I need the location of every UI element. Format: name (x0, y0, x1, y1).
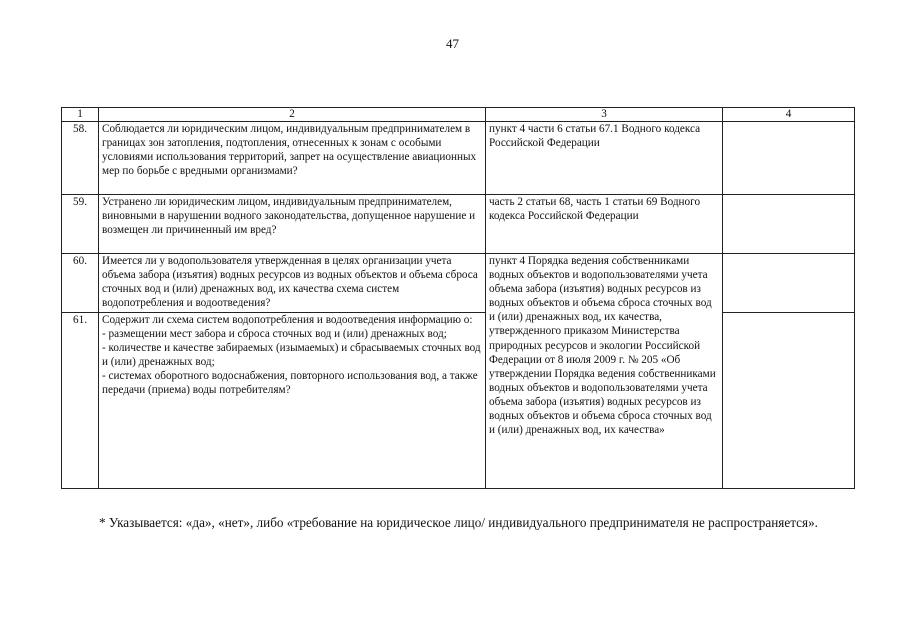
answer-cell[interactable] (723, 195, 855, 254)
row-number: 59. (62, 195, 99, 254)
footnote: * Указывается: «да», «нет», либо «требование на юридическое лицо/ индивидуального предпринимателя не распространяется». (99, 515, 818, 530)
question-cell: Имеется ли у водопользователя утвержденная в целях организации учета объема забора (изъятия) водных ресурсов из водных объектов и объема сброса сточных вод и (или) дренажных вод, их качества схема систем водопотребления и водоотведения? (99, 254, 486, 313)
question-line: Содержит ли схема систем водопотребления и водоотведения информацию о: (102, 314, 473, 326)
table-row (62, 122, 855, 195)
row-number: 61. (62, 313, 99, 489)
row-number: 60. (62, 254, 99, 313)
checklist-table (61, 107, 855, 489)
table-row (62, 313, 855, 489)
question-cell (99, 313, 486, 489)
answer-cell[interactable] (723, 122, 855, 195)
table-row (62, 254, 855, 313)
column-header: 3 (486, 108, 723, 122)
question-cell: Устранено ли юридическим лицом, индивидуальным предпринимателем, виновными в нарушении водного законодательства, допущенное нарушение и возмещен ли причиненный им вред? (99, 195, 486, 254)
reference-cell: часть 2 статьи 68, часть 1 статьи 69 Водного кодекса Российской Федерации (486, 195, 723, 254)
column-header: 4 (723, 108, 855, 122)
column-header: 2 (99, 108, 486, 122)
page-number: 47 (446, 36, 459, 51)
answer-cell[interactable] (723, 254, 855, 313)
row-number: 58. (62, 122, 99, 195)
column-header: 1 (62, 108, 99, 122)
reference-cell: пункт 4 Порядка ведения собственниками водных объектов и водопользователями учета объема забора (изъятия) водных ресурсов из водных объектов и объема сброса сточных вод и (или) дренажных вод, их качества, утвержденного приказом Министерства природных ресурсов и экологии Российской Федерации от 8 июля 2009 г. № 205 «Об утверждении Порядка ведения собственниками водных объектов и водопользователями учета объема забора (изъятия) водных ресурсов из водных объектов и объема сброса сточных вод и (или) дренажных вод, их качества» (486, 254, 723, 489)
answer-cell[interactable] (723, 313, 855, 489)
table-row (62, 195, 855, 254)
table-header-row (62, 108, 855, 122)
reference-cell: пункт 4 части 6 статьи 67.1 Водного кодекса Российской Федерации (486, 122, 723, 195)
question-line: - количестве и качестве забираемых (изымаемых) и сбрасываемых сточных вод и (или) дренажных вод; (102, 342, 481, 369)
question-line: - размещении мест забора и сброса сточных вод и (или) дренажных вод; (102, 328, 447, 341)
question-line: - системах оборотного водоснабжения, повторного использования вод, а также передачи (приема) воды потребителям? (102, 370, 478, 397)
question-cell: Соблюдается ли юридическим лицом, индивидуальным предпринимателем в границах зон затопления, подтопления, отнесенных к зонам с особыми условиями использования территорий, запрет на осуществление авиационных мер по борьбе с вредными организмами? (99, 122, 486, 195)
